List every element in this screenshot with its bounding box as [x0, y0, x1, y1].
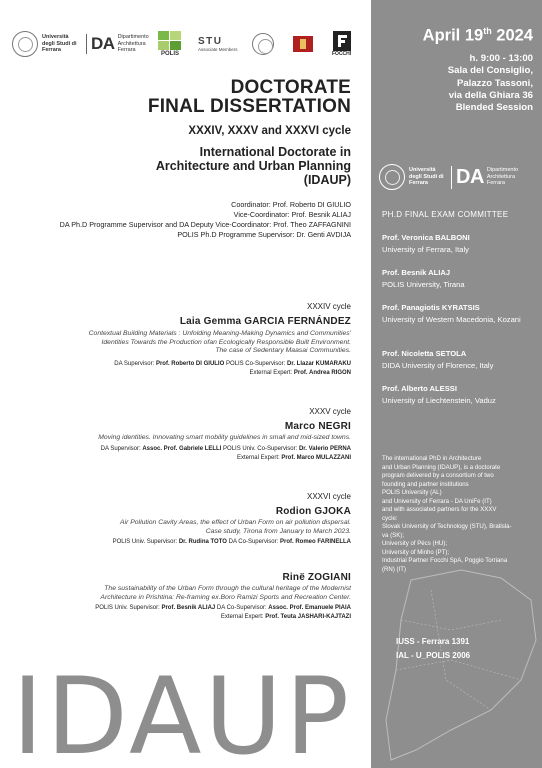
- event-time: h. 9:00 - 13:00: [469, 53, 533, 64]
- supervisor-line: DA Supervisor: Prof. Roberto DI GIULIO POLIS Co-Supervisor: Dr. Llazar KUMARAKU: [114, 361, 351, 367]
- da-logo-text: Dipartimento Architettura Ferrara: [486, 167, 519, 187]
- document-title: [148, 78, 351, 116]
- supervisor-line: DA Supervisor: Assoc. Prof. Gabriele LELLI POLIS Univ. Co-Supervisor: Dr. Valerio PERNA: [100, 446, 351, 452]
- minho-logo: [292, 26, 314, 62]
- committee-member: [382, 267, 465, 291]
- focchi-logo: [332, 26, 351, 62]
- coordinators-list: [60, 200, 351, 240]
- member-affiliation: University of Liechtenstein, Vaduz: [382, 396, 496, 405]
- founding-years: [396, 635, 470, 663]
- vice-coordinator-line: Vice-Coordinator: Prof. Besnik ALIAJ: [233, 210, 351, 219]
- polis-icon: [158, 31, 182, 51]
- partner-logos: [12, 26, 362, 66]
- thesis-line: The case of Sedentary Maasai Communities.: [215, 347, 351, 354]
- venue-line: Palazzo Tassoni,: [456, 77, 533, 89]
- document-title-line-1: DOCTORATE: [230, 77, 351, 98]
- pecs-logo: [252, 26, 274, 62]
- polis-supervisor-line: POLIS Ph.D Programme Supervisor: Dr. Genti AVDIJA: [177, 230, 351, 239]
- thesis-title: [100, 585, 351, 602]
- polis-logo: [158, 26, 182, 62]
- cycle-label: XXXV cycle: [309, 407, 351, 416]
- supervisors: [113, 538, 351, 547]
- pecs-seal-icon: [252, 33, 274, 55]
- program-description: The international PhD in Architecture and Urban Planning (IDAUP), is a doctorate program delivered by a consortium of two founding and partner institutions POLIS University (AL) and University of Ferrara - DA UniFe (IT) and with associated partners for the XXXV cycle: Slovak University of Technology (STU), Bratisla- va (SK); University of Pécs (HU); University of Minho (PT); Industrial Partner Focchi SpA, Poggio Torriana (RN) (IT): [382, 455, 512, 573]
- member-name: Prof. Besnik ALIAJ: [382, 268, 451, 277]
- session-type: Blended Session: [455, 102, 533, 114]
- city-map-outline-icon: [371, 560, 542, 768]
- committee-member: [382, 348, 493, 372]
- unife-logo: [12, 26, 82, 62]
- right-logos: [379, 160, 534, 194]
- program-title-line-3: (IDAUP): [303, 173, 351, 187]
- focchi-logo-text: FOCCHI: [332, 51, 352, 57]
- unife-logo-text: Università degli Studi di Ferrara: [42, 34, 77, 54]
- polis-logo-text: POLIS: [160, 51, 179, 57]
- thesis-line: Identities Towards the Production ofan Ecologically Responsible Built Environment.: [101, 338, 351, 346]
- stu-logo: [198, 26, 238, 62]
- founding-year-line: IAL - U_POLIS 2006: [396, 651, 471, 660]
- focchi-icon: [333, 31, 351, 51]
- supervisor-line: POLIS Univ. Supervisor: Dr. Rudina TOTO DA Co-Supervisor: Prof. Romeo FARINELLA: [112, 539, 351, 545]
- member-affiliation: DIDA University of Florence, Italy: [382, 361, 494, 370]
- member-name: Prof. Nicoletta SETOLA: [382, 349, 467, 358]
- supervisors: [114, 360, 351, 377]
- event-date: April 19th 2024: [422, 26, 533, 45]
- da-logo-text: Dipartimento Architettura Ferrara: [117, 34, 149, 54]
- thesis-line: Case study, Tirona from January to March 2023.: [205, 527, 351, 535]
- thesis-line: Contextual Building Materials : Unfolding Meaning-Making Dynamics and Communities': [88, 330, 351, 337]
- da-logo: [82, 26, 162, 62]
- member-affiliation: University of Western Macedonia, Kozani: [382, 315, 521, 324]
- da-mark: DA: [86, 34, 115, 54]
- supervisor-line: External Expert: Prof. Marco MULAZZANI: [236, 454, 351, 461]
- cycles-heading: XXXIV, XXXV and XXXVI cycle: [188, 125, 351, 137]
- program-title: [156, 145, 351, 187]
- thesis-title: [98, 434, 351, 443]
- unife-logo-text: Università degli Studi di Ferrara: [409, 167, 444, 187]
- unife-seal-icon: [12, 31, 38, 57]
- thesis-title: [120, 519, 351, 536]
- committee-member: [382, 383, 496, 407]
- thesis-line: Moving identities. Innovating smart mobility guidelines in small and mid-sized towns.: [98, 434, 351, 441]
- stu-logo-text: STU: [198, 36, 223, 47]
- coordinator-line: Coordinator: Prof. Roberto DI GIULIO: [231, 200, 351, 209]
- unife-seal-icon: [379, 164, 405, 190]
- thesis-line: The sustainability of the Urban Form through the cultural heritage of the Modernist: [104, 585, 351, 592]
- event-venue: [448, 53, 533, 114]
- side-panel: [371, 0, 542, 768]
- supervisor-line: External Expert: Prof. Andrea RIGON: [249, 369, 351, 376]
- candidate-name: Laia Gemma GARCIA FERNÁNDEZ: [179, 316, 351, 327]
- committee-title: PH.D FINAL EXAM COMMITTEE: [382, 210, 509, 219]
- committee-member: [382, 302, 537, 326]
- member-name: Prof. Panagiotis KYRATSIS: [382, 303, 480, 312]
- member-name: Prof. Alberto ALESSI: [382, 384, 457, 393]
- supervisor-line: POLIS Univ. Supervisor: Prof. Besnik ALIAJ DA Co-Supervisor: Assoc. Prof. Emanuele PIAIA: [95, 605, 351, 611]
- stu-subtitle: Associate Members: [198, 47, 238, 52]
- cycle-label: XXXIV cycle: [306, 302, 351, 311]
- da-mark: DA: [451, 166, 484, 189]
- program-title-line-2: Architecture and Urban Planning: [155, 159, 351, 173]
- candidate-name: Rinë ZOGIANI: [282, 572, 351, 583]
- candidate-name: Marco NEGRI: [284, 421, 351, 432]
- thesis-line: Architecture in Prishtina: Re-framing ex.Boro Ramizi Sports and Recreation Center.: [100, 593, 351, 601]
- member-affiliation: University of Ferrara, Italy: [382, 245, 469, 254]
- program-title-line-1: International Doctorate in: [199, 145, 351, 159]
- minho-icon: [292, 33, 314, 55]
- member-affiliation: POLIS University, Tirana: [382, 280, 465, 289]
- supervisors: [95, 604, 351, 621]
- thesis-line: Air Pollution Cavity Areas, the effect of Urban Form on air pollution dispersal.: [120, 519, 351, 526]
- supervisors: [101, 445, 351, 462]
- document-title-line-2: FINAL DISSERTATION: [147, 96, 351, 117]
- venue-line: via della Ghiara 36: [448, 89, 533, 101]
- candidate-name: Rodion GJOKA: [275, 506, 351, 517]
- committee-member: [382, 232, 470, 256]
- big-program-acronym: IDAUP: [12, 655, 353, 768]
- member-name: Prof. Veronica BALBONI: [382, 233, 470, 242]
- cycle-label: XXXVI cycle: [306, 492, 351, 501]
- supervisor-line: External Expert: Prof. Teuta JASHARI-KAJTAZI: [220, 613, 351, 620]
- founding-year-line: IUSS - Ferrara 1391: [396, 637, 470, 646]
- da-supervisor-line: DA Ph.D Programme Supervisor and DA Deputy Vice-Coordinator: Prof. Theo ZAFFAGNINI: [59, 220, 351, 229]
- venue-line: Sala del Consiglio,: [447, 65, 533, 77]
- thesis-title: [89, 330, 351, 356]
